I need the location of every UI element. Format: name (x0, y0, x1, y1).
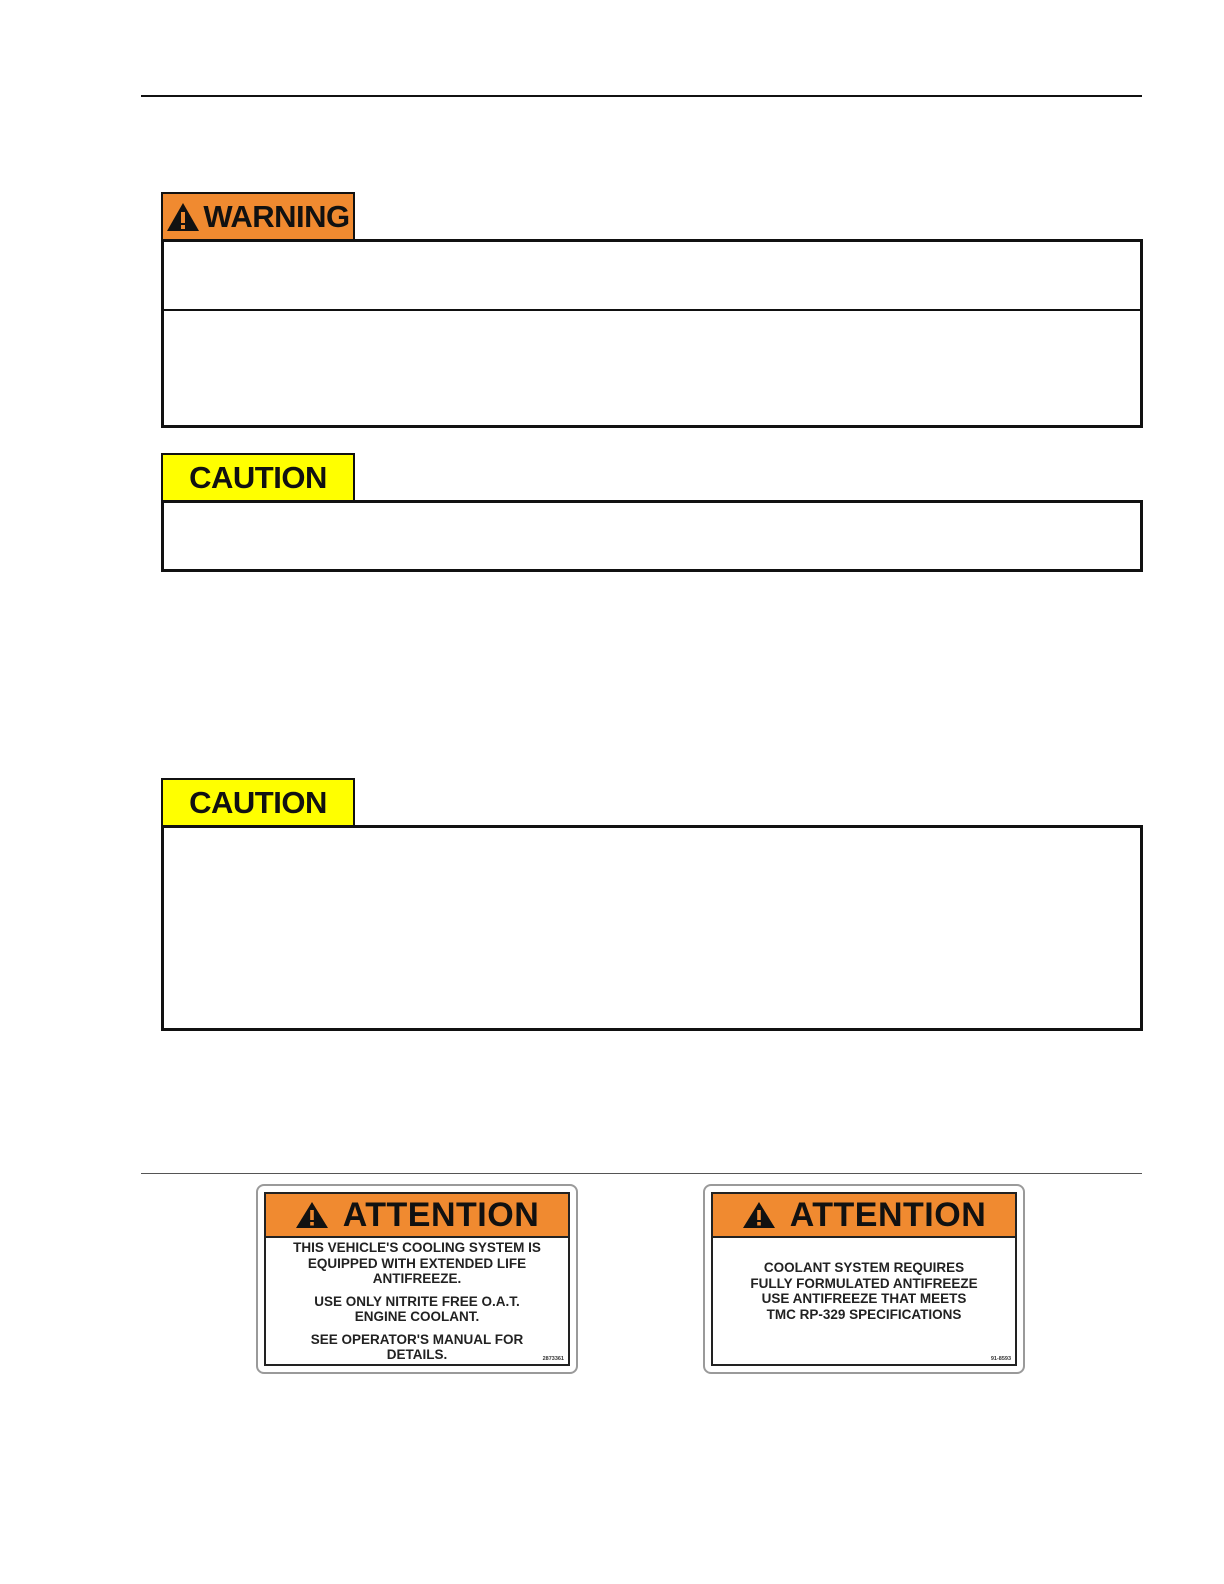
decal-1-body (266, 1238, 568, 1363)
decal-2-line: COOLANT SYSTEM REQUIRES (763, 1260, 965, 1275)
decal-1-line: USE ONLY NITRITE FREE O.A.T. (314, 1293, 520, 1309)
caution-box-1 (161, 500, 1143, 572)
decal-1-line: SEE OPERATOR'S MANUAL FOR (310, 1331, 524, 1347)
warning-triangle-icon (166, 202, 200, 232)
decal-1-part-number: 2873361 (542, 1356, 564, 1362)
attention-decal-1 (256, 1184, 578, 1374)
warning-box-divider (164, 309, 1140, 311)
decal-2-body (713, 1238, 1015, 1322)
caution-label-2 (161, 778, 355, 826)
caution-box-2 (161, 825, 1143, 1031)
decal-2-part-number: 91-8593 (990, 1356, 1011, 1362)
decal-2-line: TMC RP-329 SPECIFICATIONS (766, 1306, 962, 1322)
decal-2-header (713, 1194, 1015, 1238)
caution-label-1 (161, 453, 355, 501)
decal-2-frame (711, 1192, 1017, 1366)
decal-1-header (266, 1194, 568, 1238)
decal-2-heading: ATTENTION (789, 1195, 987, 1234)
warning-label (161, 192, 355, 240)
warning-triangle-icon (295, 1201, 329, 1229)
decal-1-line: THIS VEHICLE'S COOLING SYSTEM IS (293, 1240, 541, 1255)
caution-label-2-text: CAUTION (189, 785, 327, 820)
decal-1-heading: ATTENTION (342, 1195, 540, 1234)
warning-triangle-icon (742, 1201, 776, 1229)
decal-1-frame (264, 1192, 570, 1366)
decal-1-line: EQUIPPED WITH EXTENDED LIFE (307, 1255, 527, 1271)
decal-1-line: ANTIFREEZE. (372, 1271, 462, 1286)
warning-box (161, 239, 1143, 428)
decal-2-line: FULLY FORMULATED ANTIFREEZE (750, 1275, 978, 1291)
caution-label-1-text: CAUTION (189, 460, 327, 495)
decal-2-line: USE ANTIFREEZE THAT MEETS (761, 1291, 967, 1306)
header-rule (141, 95, 1142, 97)
figure-rule (141, 1173, 1142, 1174)
decal-1-line: DETAILS. (386, 1347, 448, 1362)
decal-1-line: ENGINE COOLANT. (354, 1309, 480, 1324)
attention-decal-2 (703, 1184, 1025, 1374)
warning-label-text: WARNING (203, 199, 350, 234)
